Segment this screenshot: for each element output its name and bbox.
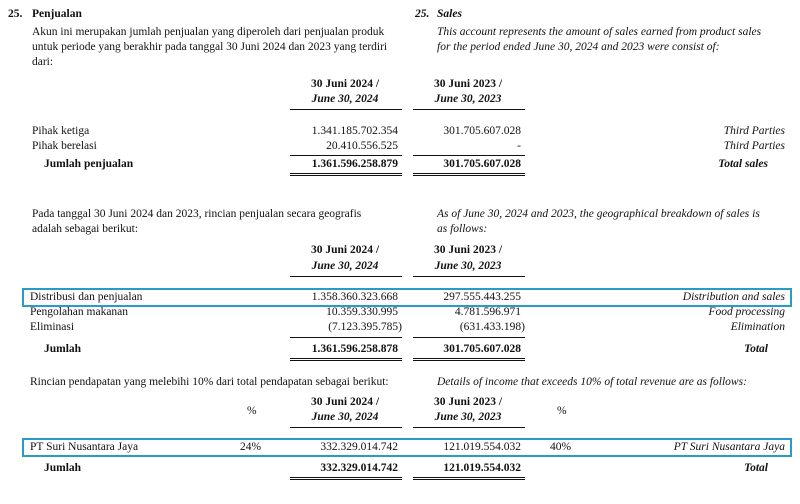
t2-row1-en: Distribution and sales <box>682 291 785 303</box>
t3-row1-pct-2024: 24% <box>240 441 262 453</box>
t1-subtotal-line-2024 <box>290 155 402 156</box>
geo-id-line-1: Pada tanggal 30 Juni 2024 dan 2023, rincian penjualan secara geografis <box>32 208 362 220</box>
t2-total-double-line-2024 <box>290 358 402 361</box>
geo-id-line-2: adalah sebagai berikut: <box>32 223 139 235</box>
t2-row1-label: Distribusi dan penjualan <box>30 291 143 303</box>
t1-row1-en: Third Parties <box>723 125 785 137</box>
t2-row1-2023: 297.555.443.255 <box>443 291 521 303</box>
t2-col-2024-id: 30 Juni 2024 / <box>310 244 380 256</box>
t3-row1-2023: 121.019.554.032 <box>443 441 521 453</box>
t1-total-double-line-2024 <box>290 173 402 176</box>
income-id-line: Rincian pendapatan yang melebihi 10% dari total pendapatan sebagai berikut: <box>30 376 389 388</box>
t2-total-label: Jumlah <box>44 343 82 355</box>
t2-total-2023: 301.705.607.028 <box>443 343 521 355</box>
t3-col-2023-underline <box>413 427 525 428</box>
t3-total-2023: 121.019.554.032 <box>443 462 521 474</box>
intro-en-line-2: for the period ended June 30, 2024 and 2023 were consist of: <box>437 41 720 53</box>
t2-row3-label: Eliminasi <box>30 321 75 333</box>
t1-total-double-line-2023 <box>413 173 525 176</box>
t2-row2-2024: 10.359.330.995 <box>326 306 398 318</box>
t3-col-2023-en: June 30, 2023 <box>434 411 502 423</box>
intro-id-line-3: dari: <box>32 56 54 68</box>
t2-row2-2023: 4.781.596.971 <box>454 306 521 318</box>
t1-row2-en: Third Parties <box>723 140 785 152</box>
t3-total-double-line-2023 <box>413 477 525 480</box>
t2-row2-label: Pengolahan makanan <box>30 306 129 318</box>
t1-row1-2023: 301.705.607.028 <box>443 125 521 137</box>
t1-total-label: Jumlah penjualan <box>44 158 134 170</box>
t2-total-double-line-2023 <box>413 358 525 361</box>
intro-id-line-1: Akun ini merupakan jumlah penjualan yang diperoleh dari penjualan produk <box>32 26 385 38</box>
t1-row2-label: Pihak berelasi <box>32 140 97 152</box>
t3-total-label: Jumlah <box>44 462 82 474</box>
geo-en-line-1: As of June 30, 2024 and 2023, the geographical breakdown of sales is <box>437 208 760 220</box>
t3-col-2024-en: June 30, 2024 <box>311 411 379 423</box>
col-2024-id: 30 Juni 2024 / <box>310 78 380 90</box>
t1-row1-label: Pihak ketiga <box>32 125 90 137</box>
t1-total-2023: 301.705.607.028 <box>443 158 521 170</box>
geo-en-line-2: as follows: <box>437 223 488 235</box>
t2-subtotal-line-2023 <box>413 337 525 338</box>
t1-row1-2024: 1.341.185.702.354 <box>311 125 398 137</box>
section-number-id: 25. <box>8 8 23 20</box>
t2-row2-en: Food processing <box>708 306 785 318</box>
income-en-line: Details of income that exceeds 10% of total revenue are as follows: <box>437 376 747 388</box>
t3-row1-label: PT Suri Nusantara Jaya <box>30 441 139 453</box>
t3-row1-2024: 332.329.014.742 <box>320 441 398 453</box>
t1-total-en: Total sales <box>718 158 768 170</box>
t1-total-2024: 1.361.596.258.879 <box>311 158 398 170</box>
intro-en-line-1: This account represents the amount of sales earned from product sales <box>437 26 762 38</box>
section-number-en: 25. <box>415 8 430 20</box>
t2-total-2024: 1.361.596.258.878 <box>311 343 398 355</box>
t2-subtotal-line-2024 <box>290 337 402 338</box>
t3-total-double-line-2024 <box>290 477 402 480</box>
t1-row2-2023: - <box>517 140 521 152</box>
t3-pct-2024-header: % <box>247 405 257 417</box>
t3-row1-en: PT Suri Nusantara Jaya <box>673 441 785 453</box>
intro-id-line-2: untuk periode yang berakhir pada tanggal 30 Juni 2024 dan 2023 yang terdiri <box>32 41 388 53</box>
col-2023-id: 30 Juni 2023 / <box>433 78 503 90</box>
t3-col-2024-id: 30 Juni 2024 / <box>310 396 380 408</box>
section-title-en: Sales <box>437 8 462 20</box>
t1-row2-2024: 20.410.556.525 <box>326 140 398 152</box>
col-2023-underline <box>413 109 525 110</box>
col-2023-en: June 30, 2023 <box>434 93 502 105</box>
t3-row1-pct-2023: 40% <box>550 441 572 453</box>
col-2024-underline <box>290 109 402 110</box>
t2-col-2024-underline <box>290 276 402 277</box>
t3-col-2023-id: 30 Juni 2023 / <box>433 396 503 408</box>
t2-col-2023-id: 30 Juni 2023 / <box>433 244 503 256</box>
t2-row1-2024: 1.358.360.323.668 <box>311 291 398 303</box>
t2-total-en: Total <box>744 343 768 355</box>
t3-pct-2023-header: % <box>557 405 567 417</box>
t3-total-2024: 332.329.014.742 <box>320 462 398 474</box>
t2-row3-en: Elimination <box>730 321 785 333</box>
t2-col-2024-en: June 30, 2024 <box>311 260 379 272</box>
t3-total-en: Total <box>744 462 768 474</box>
t2-row3-2023: (631.433.198) <box>459 321 525 333</box>
t3-col-2024-underline <box>290 427 402 428</box>
col-2024-en: June 30, 2024 <box>311 93 379 105</box>
t1-subtotal-line-2023 <box>413 155 525 156</box>
t2-col-2023-underline <box>413 276 525 277</box>
t2-col-2023-en: June 30, 2023 <box>434 260 502 272</box>
t2-row3-2024: (7.123.395.785) <box>328 321 402 333</box>
section-title-id: Penjualan <box>32 8 82 20</box>
